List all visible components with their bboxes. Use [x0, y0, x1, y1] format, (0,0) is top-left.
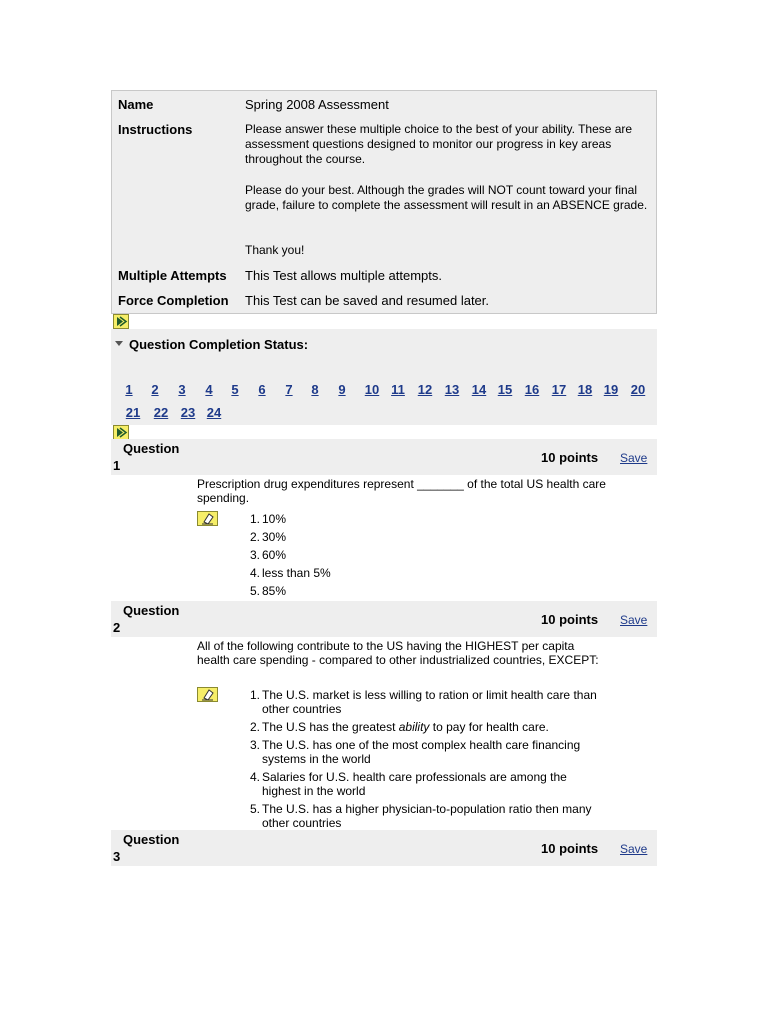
answer-option[interactable]: 4. less than 5% [249, 566, 331, 580]
question-link-17[interactable]: 17 [551, 382, 567, 397]
answer-option[interactable]: 3. The U.S. has one of the most complex health care financing systems in the world [249, 738, 581, 766]
question-header [111, 439, 657, 475]
answer-option[interactable]: 2. 30% [249, 530, 287, 544]
clear-answer-icon[interactable] [197, 511, 218, 526]
question-points: 10 points [541, 450, 599, 465]
force-completion-value: This Test can be saved and resumed later. [245, 293, 490, 308]
question-label: Question [123, 832, 180, 847]
question-link-15[interactable]: 15 [497, 382, 513, 397]
force-completion-label: Force Completion [118, 293, 229, 308]
question-link-12[interactable]: 12 [417, 382, 433, 397]
answer-option[interactable]: 2. The U.S has the greatest ability to pay for health care. [249, 720, 549, 734]
instructions-p3: Thank you! [245, 243, 305, 257]
multiple-attempts-value: This Test allows multiple attempts. [245, 268, 442, 283]
question-link-4[interactable]: 4 [205, 382, 213, 397]
question-number: 3 [113, 849, 121, 864]
question-text: Prescription drug expenditures represent _______ of the total US health care spending. [197, 477, 606, 505]
question-link-16[interactable]: 16 [524, 382, 540, 397]
question-points: 10 points [541, 612, 599, 627]
answer-option[interactable]: 4. Salaries for U.S. health care professionals are among the highest in the world [249, 770, 567, 798]
question-link-13[interactable]: 13 [444, 382, 460, 397]
instructions-p2: Please do your best. Although the grades will NOT count toward your final grade, failure to complete the assessment will result in an ABSENCE grade. [245, 183, 648, 212]
answer-option[interactable]: 3. 60% [249, 548, 287, 562]
question-link-11[interactable]: 11 [391, 382, 405, 397]
save-link[interactable]: Save [620, 451, 648, 465]
collapse-caret-icon[interactable] [115, 341, 123, 346]
question-link-5[interactable]: 5 [231, 382, 239, 397]
question-text: All of the following contribute to the US having the HIGHEST per capita health care spending - compared to other industrialized countries, EXCEPT: [197, 639, 599, 667]
question-link-22[interactable]: 22 [153, 405, 169, 420]
multiple-attempts-label: Multiple Attempts [118, 268, 227, 283]
question-link-8[interactable]: 8 [311, 382, 319, 397]
question-link-21[interactable]: 21 [125, 405, 141, 420]
question-link-14[interactable]: 14 [471, 382, 487, 397]
question-points: 10 points [541, 841, 599, 856]
answer-option[interactable]: 5. 85% [249, 584, 287, 598]
question-link-10[interactable]: 10 [364, 382, 380, 397]
question-link-3[interactable]: 3 [178, 382, 186, 397]
question-label: Question [123, 603, 180, 618]
arrow-jump-icon[interactable] [113, 425, 129, 440]
question-link-20[interactable]: 20 [630, 382, 646, 397]
question-label: Question [123, 441, 180, 456]
answer-list [244, 688, 604, 834]
question-number: 1 [113, 458, 121, 473]
question-link-7[interactable]: 7 [285, 382, 293, 397]
save-link[interactable]: Save [620, 613, 648, 627]
question-link-9[interactable]: 9 [338, 382, 346, 397]
question-link-2[interactable]: 2 [151, 382, 159, 397]
name-label: Name [118, 97, 154, 112]
instructions-p1: Please answer these multiple choice to the best of your ability. These are assessment questions designed to monitor our progress in key areas throughout the course. [245, 122, 633, 166]
status-title: Question Completion Status: [129, 337, 309, 352]
question-link-1[interactable]: 1 [125, 382, 133, 397]
question-link-23[interactable]: 23 [180, 405, 196, 420]
question-link-6[interactable]: 6 [258, 382, 266, 397]
clear-answer-icon[interactable] [197, 687, 218, 702]
question-link-19[interactable]: 19 [603, 382, 619, 397]
question-link-18[interactable]: 18 [577, 382, 593, 397]
question-header [111, 601, 657, 637]
instructions-label: Instructions [118, 122, 193, 137]
assessment-info-table [111, 90, 657, 314]
answer-option[interactable]: 1. 10% [249, 512, 287, 526]
question-completion-status [111, 329, 657, 425]
question-link-24[interactable]: 24 [206, 405, 222, 420]
arrow-jump-icon[interactable] [113, 314, 129, 329]
answer-list [244, 512, 604, 602]
answer-option[interactable]: 1. The U.S. market is less willing to ration or limit health care than other countries [249, 688, 597, 716]
question-header [111, 830, 657, 866]
answer-option[interactable]: 5. The U.S. has a higher physician-to-population ratio then many other countries [249, 802, 592, 830]
question-number: 2 [113, 620, 121, 635]
name-value: Spring 2008 Assessment [245, 97, 389, 112]
save-link[interactable]: Save [620, 842, 648, 856]
